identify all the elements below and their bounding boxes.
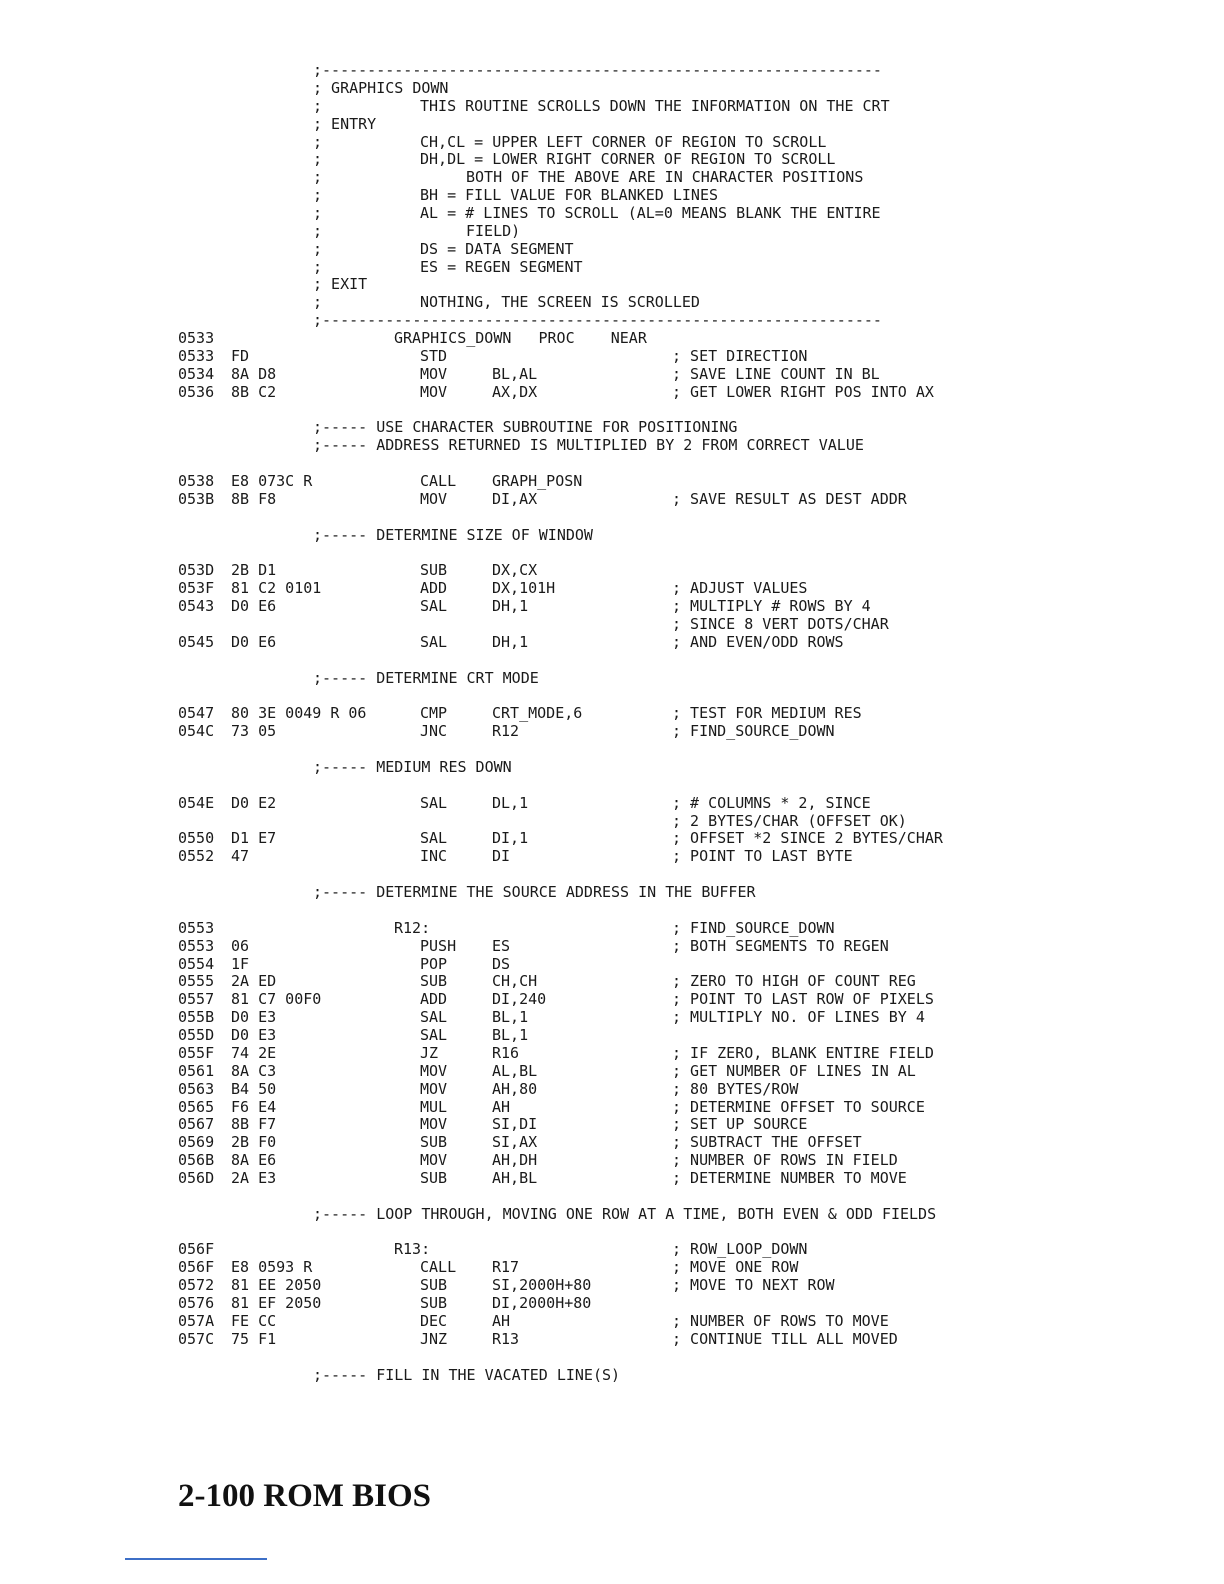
address: 0533 xyxy=(178,329,215,348)
comment: ; xyxy=(313,239,323,258)
trailing-comment: ; ROW_LOOP_DOWN xyxy=(672,1240,808,1259)
operands: DI,2000H+80 xyxy=(492,1294,592,1312)
machine-code: 73 05 xyxy=(231,722,277,741)
mnemonic: SUB xyxy=(420,1168,448,1187)
trailing-comment: ; FIND_SOURCE_DOWN xyxy=(672,722,835,741)
operands: BL,1 xyxy=(492,1026,529,1044)
address: 0561 xyxy=(178,1061,215,1080)
comment: ;----- ADDRESS RETURNED IS MULTIPLIED BY 2 FROM CORRECT VALUE xyxy=(313,436,864,455)
address: 055D xyxy=(178,1026,215,1044)
trailing-comment: ; GET NUMBER OF LINES IN AL xyxy=(672,1061,916,1080)
mnemonic: SUB xyxy=(420,561,448,580)
machine-code: 1F xyxy=(231,954,250,973)
trailing-comment: ; ZERO TO HIGH OF COUNT REG xyxy=(672,972,916,991)
machine-code: F6 E4 xyxy=(231,1097,277,1116)
mnemonic: MOV xyxy=(420,1079,448,1098)
operands: CH,CH xyxy=(492,972,538,991)
machine-code: FD xyxy=(231,346,250,365)
mnemonic: JZ xyxy=(420,1043,439,1062)
operands: R16 xyxy=(492,1043,520,1062)
mnemonic: MOV xyxy=(420,1151,448,1170)
machine-code: 8A D8 xyxy=(231,364,277,383)
address: 0569 xyxy=(178,1133,215,1152)
address: 0553 xyxy=(178,918,215,937)
trailing-comment: ; SET DIRECTION xyxy=(672,346,808,365)
address: 054E xyxy=(178,793,215,812)
mnemonic: MUL xyxy=(420,1097,448,1116)
comment: ;----- DETERMINE THE SOURCE ADDRESS IN THE BUFFER xyxy=(313,883,756,901)
mnemonic: PUSH xyxy=(420,936,457,955)
trailing-comment: ; BOTH SEGMENTS TO REGEN xyxy=(672,936,889,955)
operands: DH,1 xyxy=(492,632,529,651)
machine-code: FE CC xyxy=(231,1311,277,1330)
trailing-comment: ; SINCE 8 VERT DOTS/CHAR xyxy=(672,615,889,633)
address: 053B xyxy=(178,489,215,508)
address: 054C xyxy=(178,722,215,741)
machine-code: 2A E3 xyxy=(231,1168,277,1187)
mnemonic: JNZ xyxy=(420,1329,448,1348)
operands: AH,80 xyxy=(492,1079,538,1098)
operands: SI,DI xyxy=(492,1115,538,1134)
comment: ;----- LOOP THROUGH, MOVING ONE ROW AT A TIME, BOTH EVEN & ODD FIELDS xyxy=(313,1204,937,1223)
trailing-comment: ; SUBTRACT THE OFFSET xyxy=(672,1133,862,1152)
trailing-comment: ; FIND_SOURCE_DOWN xyxy=(672,918,835,937)
comment: ;----- DETERMINE SIZE OF WINDOW xyxy=(313,525,593,544)
address: 055F xyxy=(178,1043,215,1062)
operands: AH xyxy=(492,1097,511,1116)
comment-text: ES = REGEN SEGMENT xyxy=(420,257,583,276)
trailing-comment: ; 2 BYTES/CHAR (OFFSET OK) xyxy=(672,811,907,830)
comment: ;----- DETERMINE CRT MODE xyxy=(313,668,539,687)
comment: ; xyxy=(313,96,323,115)
mnemonic: SUB xyxy=(420,1294,448,1312)
comment: ;-------------------------------------------------------------- xyxy=(313,311,882,330)
address: 0557 xyxy=(178,990,215,1009)
machine-code: 8B C2 xyxy=(231,382,277,401)
machine-code: 2A ED xyxy=(231,972,277,991)
comment-text: AL = # LINES TO SCROLL (AL=0 MEANS BLANK THE ENTIRE xyxy=(420,204,881,222)
mnemonic: DEC xyxy=(420,1311,448,1330)
trailing-comment: ; TEST FOR MEDIUM RES xyxy=(672,704,862,723)
comment: ; xyxy=(313,221,323,240)
address: 056D xyxy=(178,1168,215,1187)
comment: ; GRAPHICS DOWN xyxy=(313,78,449,97)
label: R12: xyxy=(394,918,431,937)
mnemonic: SUB xyxy=(420,1276,448,1295)
machine-code: 2B F0 xyxy=(231,1133,277,1152)
mnemonic: STD xyxy=(420,346,448,365)
mnemonic: MOV xyxy=(420,382,448,401)
operands: DS xyxy=(492,954,511,973)
comment: ; xyxy=(313,293,323,312)
machine-code: E8 0593 R xyxy=(231,1258,313,1277)
mnemonic: JNC xyxy=(420,722,448,741)
trailing-comment: ; POINT TO LAST BYTE xyxy=(672,847,853,866)
mnemonic: ADD xyxy=(420,990,448,1009)
machine-code: D1 E7 xyxy=(231,829,277,848)
machine-code: 81 EF 2050 xyxy=(231,1294,322,1312)
operands: AH,DH xyxy=(492,1151,538,1170)
comment-text: DH,DL = LOWER RIGHT CORNER OF REGION TO SCROLL xyxy=(420,150,836,169)
operands: R12 xyxy=(492,722,520,741)
address: 053D xyxy=(178,561,215,580)
machine-code: D0 E6 xyxy=(231,597,277,616)
comment-text: CH,CL = UPPER LEFT CORNER OF REGION TO SCROLL xyxy=(420,132,827,151)
machine-code: 81 C2 0101 xyxy=(231,579,322,598)
address: 056B xyxy=(178,1151,215,1170)
operands: SI,AX xyxy=(492,1133,538,1152)
machine-code: 81 EE 2050 xyxy=(231,1276,322,1295)
machine-code: D0 E3 xyxy=(231,1008,277,1027)
address: 057C xyxy=(178,1329,215,1348)
trailing-comment: ; NUMBER OF ROWS TO MOVE xyxy=(672,1311,889,1330)
trailing-comment: ; MULTIPLY NO. OF LINES BY 4 xyxy=(672,1008,925,1027)
comment: ; xyxy=(313,168,323,187)
operands: BL,1 xyxy=(492,1008,529,1027)
operands: DI,1 xyxy=(492,829,529,848)
address: 0547 xyxy=(178,704,215,723)
trailing-comment: ; MOVE TO NEXT ROW xyxy=(672,1276,835,1295)
trailing-comment: ; # COLUMNS * 2, SINCE xyxy=(672,793,871,812)
comment: ; xyxy=(313,132,323,151)
comment: ; xyxy=(313,186,323,205)
trailing-comment: ; MOVE ONE ROW xyxy=(672,1258,799,1277)
address: 057A xyxy=(178,1311,215,1330)
address: 0563 xyxy=(178,1079,215,1098)
mnemonic: INC xyxy=(420,847,448,866)
trailing-comment: ; NUMBER OF ROWS IN FIELD xyxy=(672,1151,898,1170)
trailing-comment: ; SAVE LINE COUNT IN BL xyxy=(672,364,880,383)
trailing-comment: ; DETERMINE OFFSET TO SOURCE xyxy=(672,1097,925,1116)
address: 0576 xyxy=(178,1294,215,1312)
machine-code: 75 F1 xyxy=(231,1329,277,1348)
trailing-comment: ; ADJUST VALUES xyxy=(672,579,808,598)
address: 0534 xyxy=(178,364,215,383)
address: 0572 xyxy=(178,1276,215,1295)
comment: ; xyxy=(313,204,323,222)
mnemonic: SAL xyxy=(420,597,448,616)
comment-text: FIELD) xyxy=(466,221,521,240)
operands: AH,BL xyxy=(492,1168,538,1187)
trailing-comment: ; IF ZERO, BLANK ENTIRE FIELD xyxy=(672,1043,934,1062)
operands: BL,AL xyxy=(492,364,538,383)
address: 0565 xyxy=(178,1097,215,1116)
address: 0545 xyxy=(178,632,215,651)
mnemonic: SAL xyxy=(420,1008,448,1027)
mnemonic: MOV xyxy=(420,489,448,508)
mnemonic: SUB xyxy=(420,1133,448,1152)
comment: ; xyxy=(313,150,323,169)
mnemonic: SUB xyxy=(420,972,448,991)
address: 0555 xyxy=(178,972,215,991)
mnemonic: MOV xyxy=(420,364,448,383)
mnemonic: ADD xyxy=(420,579,448,598)
operands: DL,1 xyxy=(492,793,529,812)
address: 056F xyxy=(178,1240,215,1259)
trailing-comment: ; AND EVEN/ODD ROWS xyxy=(672,632,844,651)
mnemonic: SAL xyxy=(420,632,448,651)
mnemonic: SAL xyxy=(420,1026,448,1044)
address: 0543 xyxy=(178,597,215,616)
mnemonic: CALL xyxy=(420,472,457,490)
operands: DX,CX xyxy=(492,561,538,580)
operands: DI,240 xyxy=(492,990,547,1009)
operands: AX,DX xyxy=(492,382,538,401)
trailing-comment: ; MULTIPLY # ROWS BY 4 xyxy=(672,597,871,616)
machine-code: D0 E6 xyxy=(231,632,277,651)
mnemonic: MOV xyxy=(420,1115,448,1134)
address: 0533 xyxy=(178,346,215,365)
trailing-comment: ; DETERMINE NUMBER TO MOVE xyxy=(672,1168,907,1187)
operands: DX,101H xyxy=(492,579,556,598)
trailing-comment: ; SAVE RESULT AS DEST ADDR xyxy=(672,489,907,508)
machine-code: 74 2E xyxy=(231,1043,277,1062)
comment: ;----- USE CHARACTER SUBROUTINE FOR POSITIONING xyxy=(313,418,738,437)
address: 055B xyxy=(178,1008,215,1027)
address: 0554 xyxy=(178,954,215,973)
comment-text: THIS ROUTINE SCROLLS DOWN THE INFORMATION ON THE CRT xyxy=(420,96,890,115)
machine-code: E8 073C R xyxy=(231,472,313,490)
comment: ; EXIT xyxy=(313,275,368,294)
machine-code: 8A E6 xyxy=(231,1151,277,1170)
operands: GRAPH_POSN xyxy=(492,472,583,490)
trailing-comment: ; CONTINUE TILL ALL MOVED xyxy=(672,1329,898,1348)
mnemonic: MOV xyxy=(420,1061,448,1080)
mnemonic: CMP xyxy=(420,704,448,723)
address: 053F xyxy=(178,579,215,598)
operands: SI,2000H+80 xyxy=(492,1276,592,1295)
label: GRAPHICS_DOWN PROC NEAR xyxy=(394,329,647,348)
machine-code: 2B D1 xyxy=(231,561,277,580)
footer-rule xyxy=(125,1558,267,1560)
machine-code: D0 E3 xyxy=(231,1026,277,1044)
machine-code: 8B F7 xyxy=(231,1115,277,1134)
address: 0538 xyxy=(178,472,215,490)
address: 0536 xyxy=(178,382,215,401)
machine-code: 81 C7 00F0 xyxy=(231,990,322,1009)
page-footer: 2-100 ROM BIOS xyxy=(178,1478,432,1514)
machine-code: 8A C3 xyxy=(231,1061,277,1080)
trailing-comment: ; SET UP SOURCE xyxy=(672,1115,808,1134)
machine-code: 80 3E 0049 R 06 xyxy=(231,704,367,723)
comment: ;----- MEDIUM RES DOWN xyxy=(313,757,512,776)
comment: ;-------------------------------------------------------------- xyxy=(313,61,882,79)
operands: R13 xyxy=(492,1329,520,1348)
mnemonic: POP xyxy=(420,954,448,973)
address: 0567 xyxy=(178,1115,215,1134)
comment-text: BH = FILL VALUE FOR BLANKED LINES xyxy=(420,186,719,205)
address: 0553 xyxy=(178,936,215,955)
mnemonic: SAL xyxy=(420,829,448,848)
operands: DI xyxy=(492,847,511,866)
trailing-comment: ; GET LOWER RIGHT POS INTO AX xyxy=(672,382,934,401)
operands: DH,1 xyxy=(492,597,529,616)
mnemonic: SAL xyxy=(420,793,448,812)
trailing-comment: ; OFFSET *2 SINCE 2 BYTES/CHAR xyxy=(672,829,943,848)
operands: AL,BL xyxy=(492,1061,538,1080)
machine-code: 47 xyxy=(231,847,250,866)
trailing-comment: ; 80 BYTES/ROW xyxy=(672,1079,799,1098)
operands: AH xyxy=(492,1311,511,1330)
machine-code: D0 E2 xyxy=(231,793,277,812)
comment: ;----- FILL IN THE VACATED LINE(S) xyxy=(313,1365,621,1384)
machine-code: 8B F8 xyxy=(231,489,277,508)
operands: DI,AX xyxy=(492,489,538,508)
operands: R17 xyxy=(492,1258,520,1277)
machine-code: B4 50 xyxy=(231,1079,277,1098)
address: 0550 xyxy=(178,829,215,848)
machine-code: 06 xyxy=(231,936,250,955)
label: R13: xyxy=(394,1240,431,1259)
operands: ES xyxy=(492,936,511,955)
trailing-comment: ; POINT TO LAST ROW OF PIXELS xyxy=(672,990,934,1009)
comment-text: BOTH OF THE ABOVE ARE IN CHARACTER POSITIONS xyxy=(466,168,864,187)
comment: ; ENTRY xyxy=(313,114,377,133)
address: 0552 xyxy=(178,847,215,866)
comment-text: DS = DATA SEGMENT xyxy=(420,239,574,258)
operands: CRT_MODE,6 xyxy=(492,704,583,723)
mnemonic: CALL xyxy=(420,1258,457,1277)
comment: ; xyxy=(313,257,323,276)
comment-text: NOTHING, THE SCREEN IS SCROLLED xyxy=(420,293,700,312)
address: 056F xyxy=(178,1258,215,1277)
